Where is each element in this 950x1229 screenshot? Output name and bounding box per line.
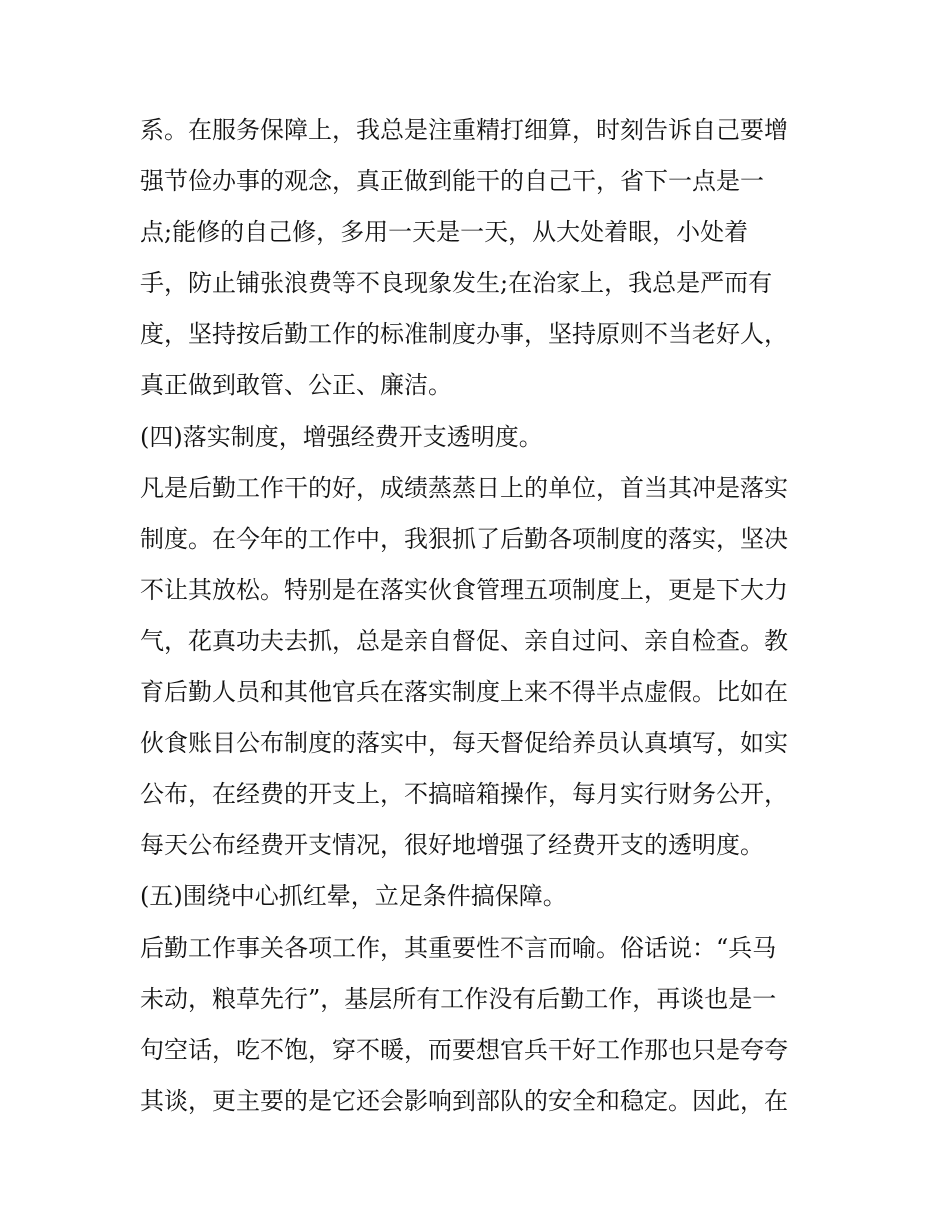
text-line-19: 句空话，吃不饱，穿不暖，而要想官兵干好工作那也只是夸夸 — [140, 1035, 788, 1064]
text-line-17: 后勤工作事关各项工作，其重要性不言而喻。俗话说：“兵马 — [140, 933, 777, 962]
text-line-14: 公布，在经费的开支上，不搞暗箱操作，每月实行财务公开， — [140, 780, 788, 809]
text-line-8: 凡是后勤工作干的好，成绩蒸蒸日上的单位，首当其冲是落实 — [140, 473, 788, 502]
text-line-1: 系。在服务保障上，我总是注重精打细算，时刻告诉自己要增 — [140, 116, 788, 144]
text-line-6: 真正做到敢管、公正、廉洁。 — [140, 371, 452, 400]
section-heading-5: (五)围绕中心抓红晕，立足条件搞保障。 — [140, 882, 567, 911]
text-line-15: 每天公布经费开支情况，很好地增强了经费开支的透明度。 — [140, 831, 764, 860]
text-line-4: 手，防止铺张浪费等不良现象发生;在治家上，我总是严而有 — [140, 269, 773, 298]
text-line-20: 其谈，更主要的是它还会影响到部队的安全和稳定。因此，在 — [140, 1086, 788, 1115]
text-line-9: 制度。在今年的工作中，我狠抓了后勤各项制度的落实，坚决 — [140, 524, 788, 553]
text-line-3: 点;能修的自己修，多用一天是一天，从大处着眼，小处着 — [140, 218, 749, 247]
document-body — [140, 105, 820, 1127]
text-line-13: 伙食账目公布制度的落实中，每天督促给养员认真填写，如实 — [140, 729, 788, 758]
text-line-10: 不让其放松。特别是在落实伙食管理五项制度上，更是下大力 — [140, 575, 788, 604]
text-line-11: 气，花真功夫去抓，总是亲自督促、亲自过问、亲自检查。教 — [140, 626, 788, 655]
text-line-5: 度，坚持按后勤工作的标准制度办事，坚持原则不当老好人， — [140, 320, 788, 349]
text-line-12: 育后勤人员和其他官兵在落实制度上来不得半点虚假。比如在 — [140, 678, 788, 707]
section-heading-4: (四)落实制度，增强经费开支透明度。 — [140, 422, 543, 451]
text-line-18: 未动，粮草先行”，基层所有工作没有后勤工作，再谈也是一 — [140, 984, 777, 1013]
text-line-2: 强节俭办事的观念，真正做到能干的自己干，省下一点是一 — [140, 167, 764, 196]
